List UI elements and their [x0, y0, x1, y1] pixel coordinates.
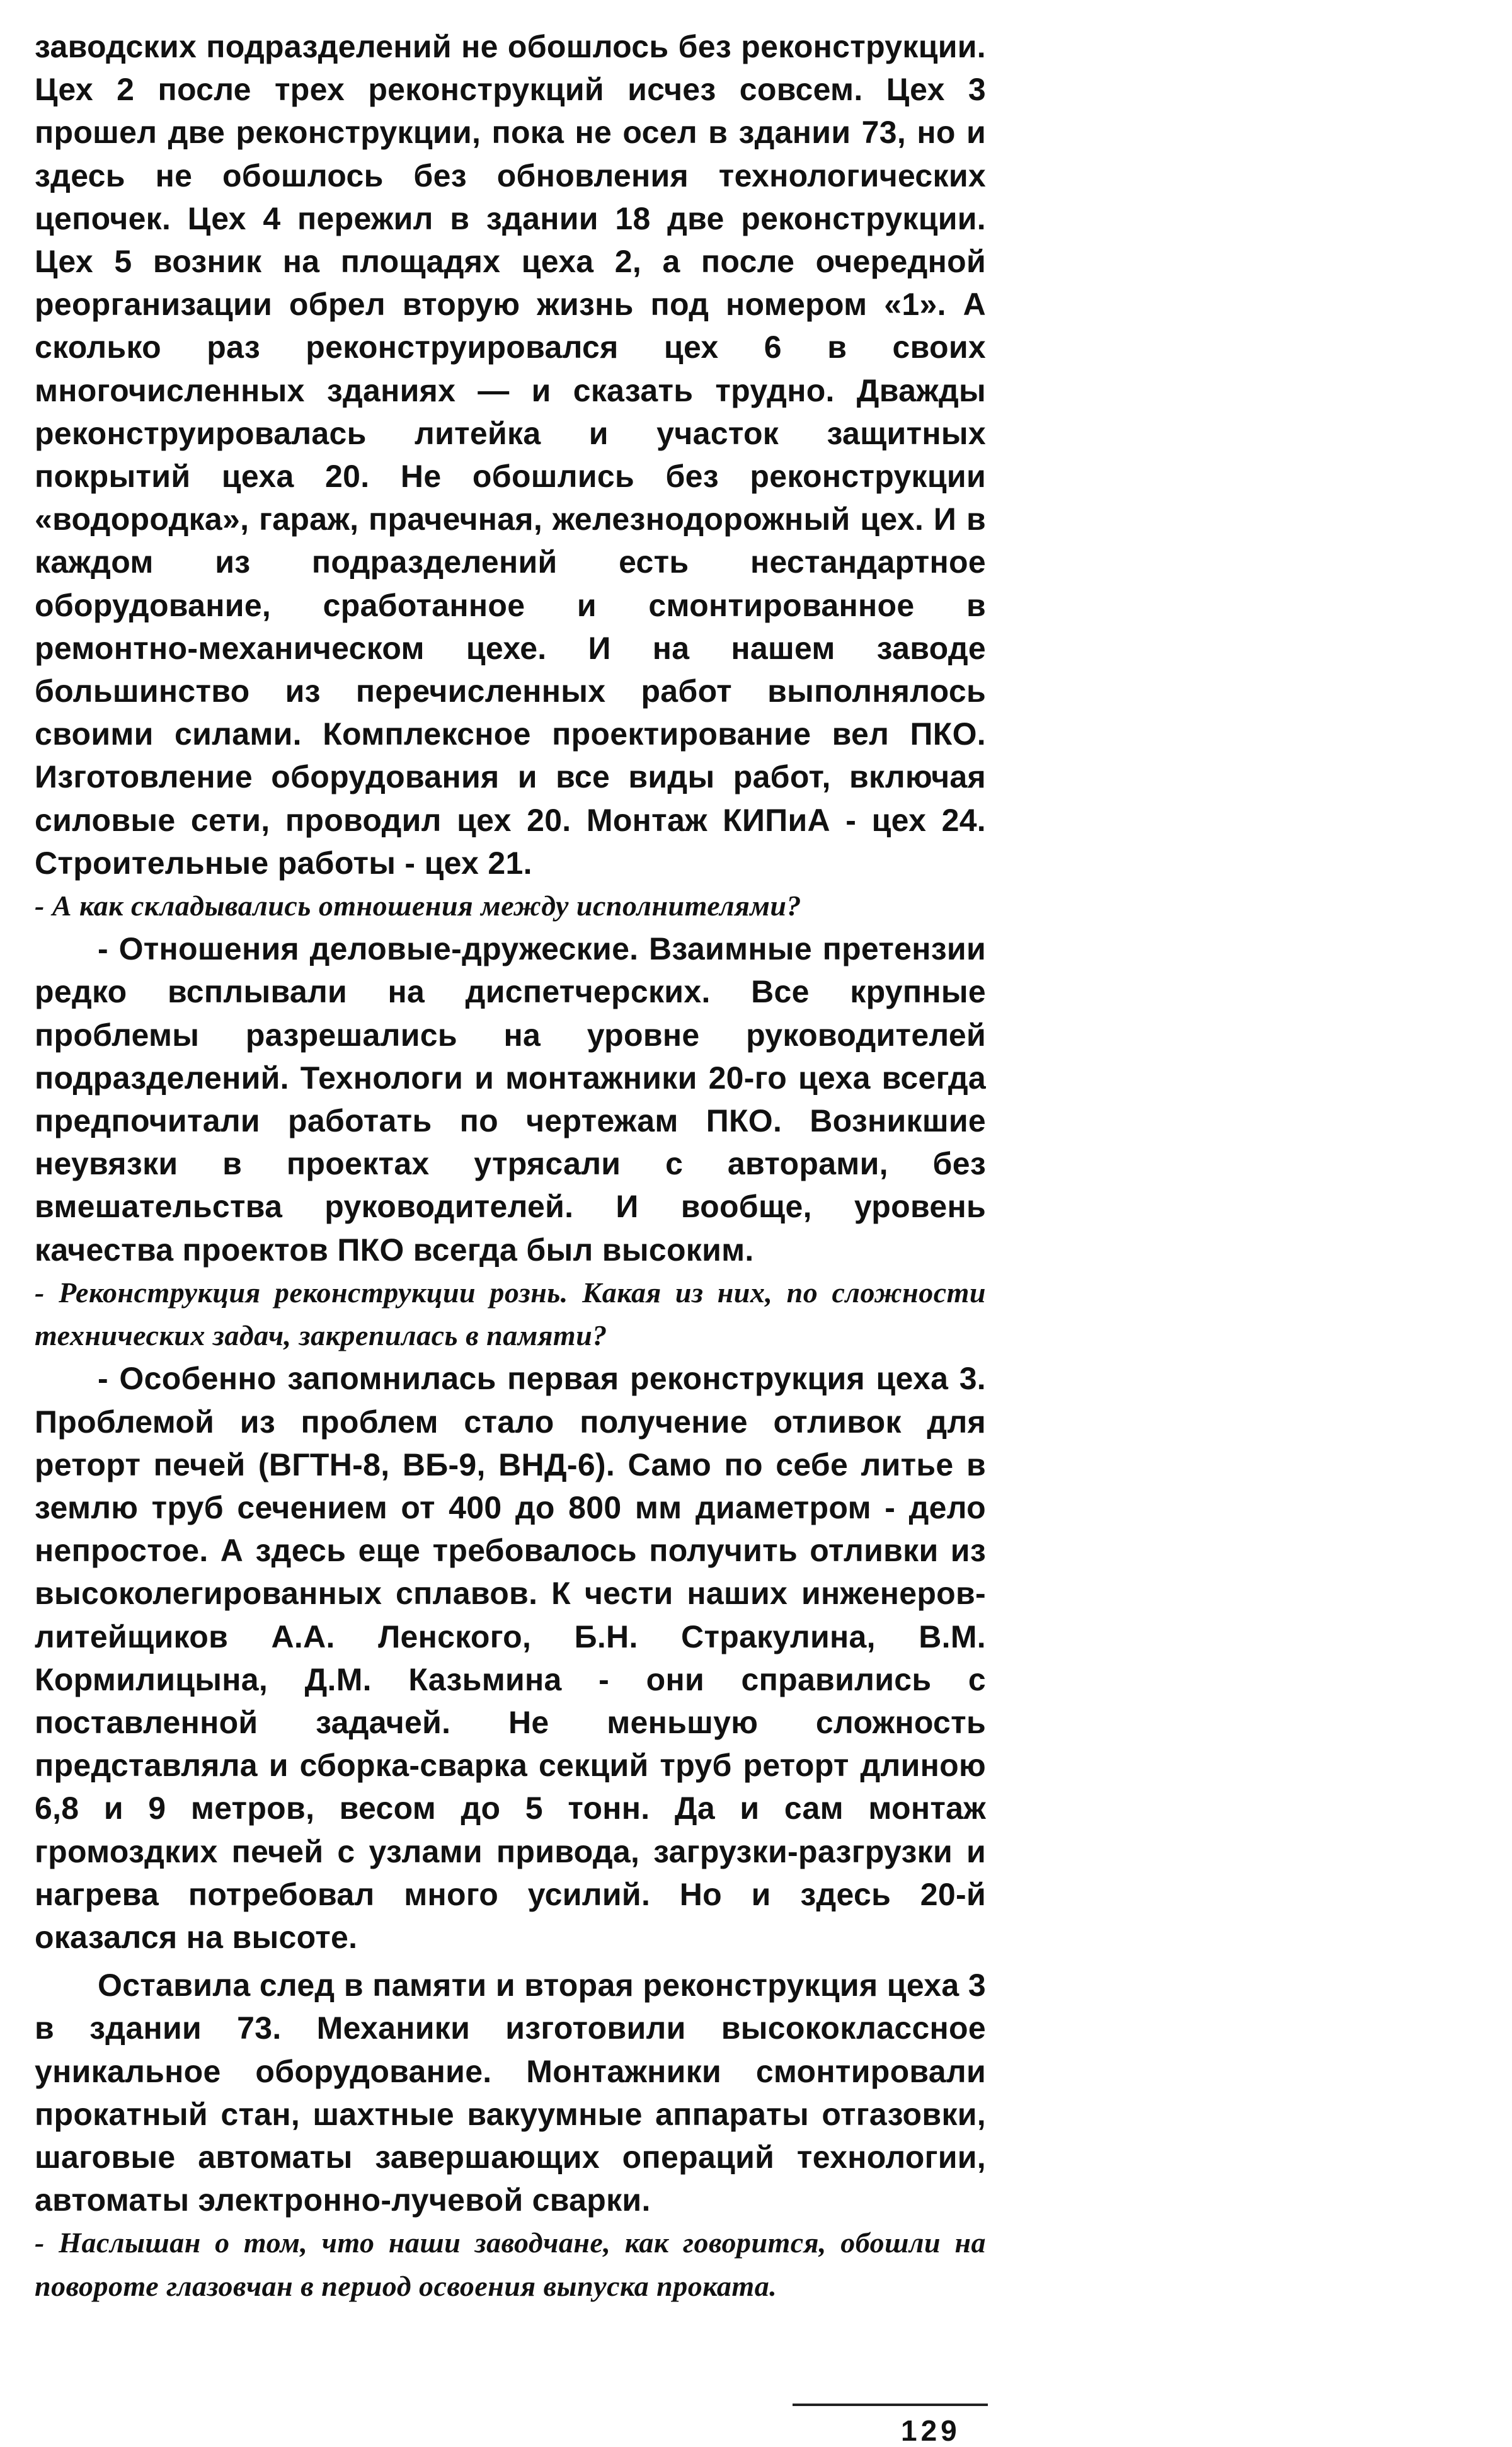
paragraph-gap — [35, 1959, 986, 1964]
paragraph-1: заводских подразделений не обошлось без реконструкции. Цех 2 после трех реконструкций исчез совсем. Цех 3 прошел две реконструкции, пока не осел в здании 73, но и здесь не обошлось без обновления технологических цепочек. Цех 4 пережил в здании 18 две реконструкции. Цех 5 возник на площадях цеха 2, а после очередной реорганизации обрел вторую жизнь под номером «1». А сколько раз реконструировался цех 6 в своих многочисленных зданиях — и сказать трудно. Дважды реконструировалась литейка и участок защитных покрытий цеха 20. Не обошлись без реконструкции «водородка», гараж, прачечная, железнодорожный цех. И в каждом из подразделений есть нестандартное оборудование, сработанное и смонтированное в ремонтно-механическом цехе. И на нашем заводе большинство из перечисленных работ выполнялось своими силами. Комплексное проектирование вел ПКО. Изготовление оборудования и все виды работ, включая силовые сети, проводил цех 20. Монтаж КИПиА - цех 24. Строительные работы - цех 21. — [35, 29, 986, 881]
paragraph-2: - Отношения деловые-дружеские. Взаимные претензии редко всплывали на диспетчерских. Все крупные проблемы разрешались на уровне руководителей подразделений. Технологи и монтажники 20-го цеха всегда предпочитали работать по чертежам ПКО. Возникшие неувязки в проектах утрясали с авторами, без вмешательства руководителей. И вообще, уровень качества проектов ПКО всегда был высоким. — [35, 931, 986, 1268]
interview-question-3: - Наслышан о том, что наши заводчане, как говорится, обошли на повороте глазовчан в период освоения выпуска проката. — [35, 2226, 986, 2302]
footer-divider — [793, 2404, 988, 2406]
paragraph-4: Оставила след в памяти и вторая реконструкция цеха 3 в здании 73. Механики изготовили высококлассное уникальное оборудование. Монтажники смонтировали прокатный стан, шахтные вакуумные аппараты отгазовки, шаговые автоматы завершающих операций технологии, автоматы электронно-лучевой сварки. — [35, 1968, 986, 2218]
page-number: 129 — [901, 2414, 961, 2447]
interview-question-1: - А как складывались отношения между исполнителями? — [35, 890, 801, 922]
paragraph-3: - Особенно запомнилась первая реконструкция цеха 3. Проблемой из проблем стало получение отливок для реторт печей (ВГТН-8, ВБ-9, ВНД-6). Само по себе литье в землю труб сечением от 400 до 800 мм диаметром - дело непростое. А здесь еще требовалось получить отливки из высоколегированных сплавов. К чести наших инженеров-литейщиков А.А. Ленского, Б.Н. Стракулина, В.М. Кормилицына, Д.М. Казьмина - они справились с поставленной задачей. Не меньшую сложность представляла и сборка-сварка секций труб реторт длиною 6,8 и 9 метров, весом до 5 тонн. Да и сам монтаж громоздких печей с узлами привода, загрузки-разгрузки и нагрева потребовал много усилий. Но и здесь 20-й оказался на высоте. — [35, 1361, 986, 1955]
interview-question-2: - Реконструкция реконструкции рознь. Какая из них, по сложности технических задач, закрепилась в памяти? — [35, 1276, 986, 1352]
page — [35, 25, 986, 2419]
article-body — [35, 25, 986, 2308]
